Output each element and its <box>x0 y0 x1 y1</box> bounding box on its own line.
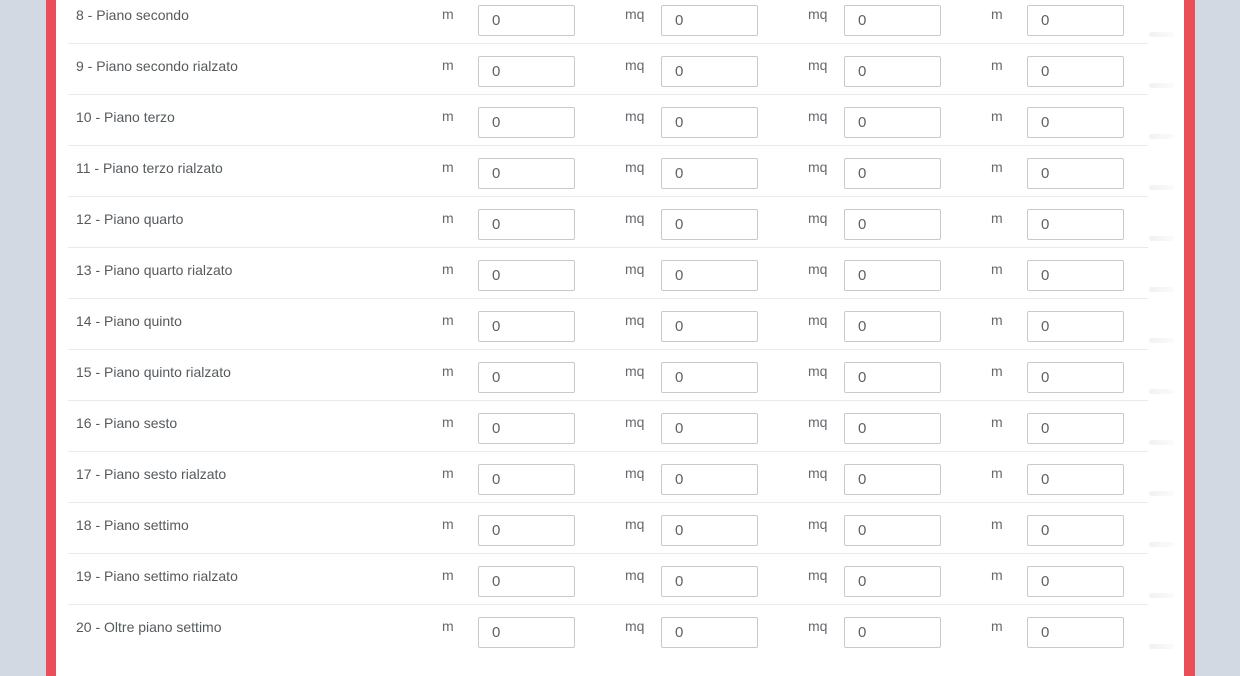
unit-label-m: m <box>991 618 1003 634</box>
unit-label-mq: mq <box>808 6 828 22</box>
unit-label-m: m <box>442 414 454 430</box>
unit-label-mq: mq <box>625 363 645 379</box>
row-edge-fade <box>1149 287 1174 292</box>
unit-label-mq: mq <box>808 567 828 583</box>
row-edge-fade <box>1149 644 1174 649</box>
unit-label-m: m <box>991 465 1003 481</box>
unit-label-mq: mq <box>808 465 828 481</box>
unit-label-m: m <box>991 516 1003 532</box>
unit-label-m: m <box>442 312 454 328</box>
floor-label: 20 - Oltre piano settimo <box>76 619 222 635</box>
floor-area-input[interactable] <box>661 362 758 393</box>
unit-label-mq: mq <box>625 261 645 277</box>
unit-label-m: m <box>442 57 454 73</box>
unit-label-mq: mq <box>808 159 828 175</box>
floor-area-input[interactable] <box>661 260 758 291</box>
unit-label-m: m <box>991 210 1003 226</box>
floor-row <box>68 146 1148 197</box>
floor-area-input[interactable] <box>661 515 758 546</box>
floor-area-secondary-input[interactable] <box>844 311 941 342</box>
unit-label-mq: mq <box>625 312 645 328</box>
row-edge-fade <box>1149 491 1174 496</box>
floor-label: 14 - Piano quinto <box>76 313 182 329</box>
floor-area-input[interactable] <box>661 464 758 495</box>
floor-area-secondary-input[interactable] <box>844 56 941 87</box>
unit-label-mq: mq <box>808 363 828 379</box>
unit-label-m: m <box>442 108 454 124</box>
row-edge-fade <box>1149 338 1174 343</box>
floor-height-input[interactable] <box>478 362 575 393</box>
floor-row <box>68 44 1148 95</box>
unit-label-mq: mq <box>625 567 645 583</box>
floor-label: 11 - Piano terzo rialzato <box>76 160 223 176</box>
unit-label-m: m <box>991 6 1003 22</box>
row-edge-fade <box>1149 185 1174 190</box>
unit-label-m: m <box>442 261 454 277</box>
unit-label-mq: mq <box>625 516 645 532</box>
unit-label-m: m <box>442 363 454 379</box>
unit-label-mq: mq <box>808 516 828 532</box>
floor-length-input[interactable] <box>1027 362 1124 393</box>
floor-row <box>68 0 1148 44</box>
unit-label-m: m <box>991 567 1003 583</box>
floor-area-input[interactable] <box>661 5 758 36</box>
floor-height-input[interactable] <box>478 107 575 138</box>
floor-area-input[interactable] <box>661 617 758 648</box>
floor-length-input[interactable] <box>1027 617 1124 648</box>
floor-height-input[interactable] <box>478 566 575 597</box>
floor-row <box>68 401 1148 452</box>
floor-length-input[interactable] <box>1027 158 1124 189</box>
row-edge-fade <box>1149 236 1174 241</box>
floor-area-input[interactable] <box>661 56 758 87</box>
row-edge-fade <box>1149 440 1174 445</box>
unit-label-m: m <box>442 516 454 532</box>
unit-label-mq: mq <box>625 210 645 226</box>
floor-height-input[interactable] <box>478 617 575 648</box>
unit-label-mq: mq <box>625 465 645 481</box>
floor-height-input[interactable] <box>478 158 575 189</box>
floor-area-secondary-input[interactable] <box>844 158 941 189</box>
floor-length-input[interactable] <box>1027 566 1124 597</box>
right-accent-bar <box>1184 0 1195 676</box>
floor-length-input[interactable] <box>1027 311 1124 342</box>
floor-label: 16 - Piano sesto <box>76 415 178 431</box>
unit-label-mq: mq <box>808 618 828 634</box>
unit-label-mq: mq <box>625 159 645 175</box>
floor-area-input[interactable] <box>661 209 758 240</box>
floor-area-secondary-input[interactable] <box>844 209 941 240</box>
floor-row <box>68 248 1148 299</box>
floor-length-input[interactable] <box>1027 515 1124 546</box>
floor-label: 8 - Piano secondo <box>76 7 189 23</box>
row-edge-fade <box>1149 542 1174 547</box>
floors-table <box>68 0 1148 656</box>
floor-row <box>68 554 1148 605</box>
floor-height-input[interactable] <box>478 311 575 342</box>
unit-label-mq: mq <box>625 6 645 22</box>
unit-label-m: m <box>442 6 454 22</box>
unit-label-mq: mq <box>808 108 828 124</box>
floor-label: 19 - Piano settimo rialzato <box>76 568 238 584</box>
unit-label-m: m <box>991 363 1003 379</box>
unit-label-m: m <box>442 159 454 175</box>
floor-area-secondary-input[interactable] <box>844 260 941 291</box>
floor-row <box>68 503 1148 554</box>
row-edge-fade <box>1149 32 1174 37</box>
floor-area-secondary-input[interactable] <box>844 617 941 648</box>
left-accent-bar <box>46 0 56 676</box>
unit-label-m: m <box>442 618 454 634</box>
row-edge-fade <box>1149 389 1174 394</box>
floor-row <box>68 197 1148 248</box>
floor-area-input[interactable] <box>661 158 758 189</box>
floor-height-input[interactable] <box>478 413 575 444</box>
floor-label: 9 - Piano secondo rialzato <box>76 58 238 74</box>
floor-area-secondary-input[interactable] <box>844 566 941 597</box>
row-edge-fade <box>1149 83 1174 88</box>
row-edge-fade <box>1149 593 1174 598</box>
floor-area-input[interactable] <box>661 107 758 138</box>
unit-label-m: m <box>991 159 1003 175</box>
floor-length-input[interactable] <box>1027 413 1124 444</box>
unit-label-mq: mq <box>808 312 828 328</box>
unit-label-mq: mq <box>625 414 645 430</box>
floor-length-input[interactable] <box>1027 56 1124 87</box>
unit-label-mq: mq <box>625 57 645 73</box>
unit-label-m: m <box>991 312 1003 328</box>
floor-area-input[interactable] <box>661 311 758 342</box>
floor-area-secondary-input[interactable] <box>844 515 941 546</box>
unit-label-m: m <box>991 57 1003 73</box>
floor-label: 13 - Piano quarto rialzato <box>76 262 233 278</box>
floor-label: 10 - Piano terzo <box>76 109 175 125</box>
floor-row <box>68 299 1148 350</box>
floor-area-secondary-input[interactable] <box>844 5 941 36</box>
unit-label-mq: mq <box>808 210 828 226</box>
floor-length-input[interactable] <box>1027 260 1124 291</box>
floor-height-input[interactable] <box>478 209 575 240</box>
floor-row <box>68 350 1148 401</box>
unit-label-mq: mq <box>808 261 828 277</box>
floor-length-input[interactable] <box>1027 5 1124 36</box>
unit-label-m: m <box>991 414 1003 430</box>
form-panel <box>56 0 1184 676</box>
floor-area-secondary-input[interactable] <box>844 107 941 138</box>
floor-height-input[interactable] <box>478 515 575 546</box>
unit-label-mq: mq <box>625 618 645 634</box>
floor-row <box>68 95 1148 146</box>
row-edge-fade <box>1149 134 1174 139</box>
floor-length-input[interactable] <box>1027 464 1124 495</box>
unit-label-mq: mq <box>808 414 828 430</box>
floor-area-secondary-input[interactable] <box>844 464 941 495</box>
unit-label-m: m <box>442 465 454 481</box>
floor-height-input[interactable] <box>478 464 575 495</box>
floor-label: 18 - Piano settimo <box>76 517 189 533</box>
floor-row <box>68 605 1148 656</box>
floor-area-secondary-input[interactable] <box>844 362 941 393</box>
floor-height-input[interactable] <box>478 56 575 87</box>
floor-row <box>68 452 1148 503</box>
unit-label-mq: mq <box>808 57 828 73</box>
floor-height-input[interactable] <box>478 5 575 36</box>
unit-label-m: m <box>991 261 1003 277</box>
floor-label: 12 - Piano quarto <box>76 211 184 227</box>
unit-label-m: m <box>442 567 454 583</box>
floor-length-input[interactable] <box>1027 209 1124 240</box>
floor-label: 15 - Piano quinto rialzato <box>76 364 231 380</box>
floor-label: 17 - Piano sesto rialzato <box>76 466 227 482</box>
floor-area-input[interactable] <box>661 566 758 597</box>
floor-height-input[interactable] <box>478 260 575 291</box>
floor-area-secondary-input[interactable] <box>844 413 941 444</box>
unit-label-mq: mq <box>625 108 645 124</box>
unit-label-m: m <box>442 210 454 226</box>
unit-label-m: m <box>991 108 1003 124</box>
floor-length-input[interactable] <box>1027 107 1124 138</box>
floor-area-input[interactable] <box>661 413 758 444</box>
